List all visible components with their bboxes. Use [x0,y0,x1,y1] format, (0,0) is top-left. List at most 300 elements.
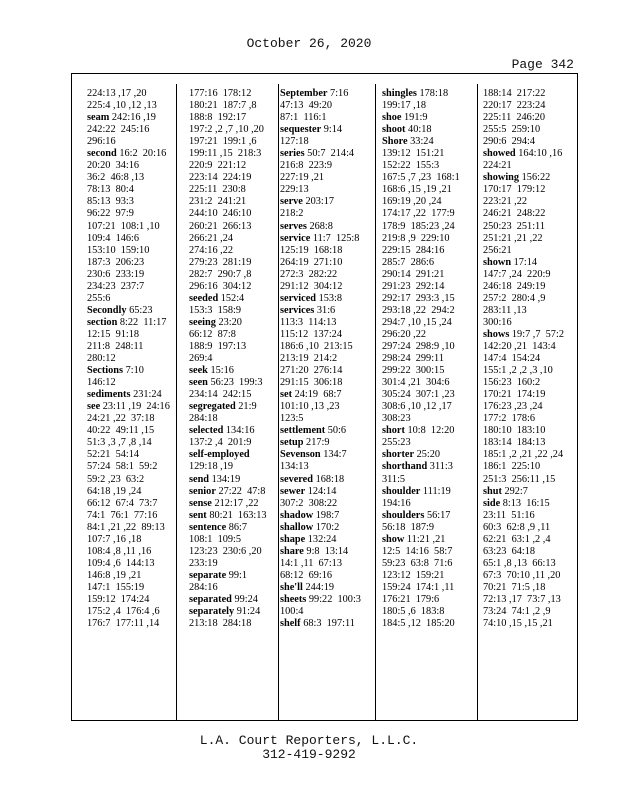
index-entry [382,88,475,100]
index-continuation-line [382,281,475,293]
page-references: 290:6 294:4 [483,136,536,148]
page-references: 146:8 ,19 ,21 [87,569,142,581]
index-continuation-line [280,269,371,281]
index-continuation-line [87,341,173,353]
index-continuation-line [483,413,577,425]
page-references: 283:11 ,13 [483,304,527,316]
index-continuation-line [382,522,475,534]
index-continuation-line [87,233,173,245]
page-references: 191:9 [404,112,428,124]
page-references: 271:20 276:14 [280,365,343,377]
index-continuation-line [382,582,475,594]
index-continuation-line [189,281,277,293]
index-entry [483,257,577,269]
index-entry [280,437,371,449]
index-term: shoulders [382,509,425,521]
page-references: 132:24 [307,533,337,545]
index-term: seen [189,377,208,389]
index-continuation-line [87,136,173,148]
index-continuation-line [87,184,173,196]
index-continuation-line [483,618,577,630]
index-continuation-line [382,594,475,606]
index-term: sequester [280,124,322,136]
page-references: 169:19 ,20 ,24 [382,196,442,208]
page-references: 251:3 256:11 ,15 [483,473,556,485]
index-continuation-line [189,88,277,100]
page-references: 96:22 97:9 [87,208,134,220]
column-divider [477,84,478,720]
page-references: 225:11 246:20 [483,112,545,124]
page-references: 223:14 224:19 [189,172,252,184]
page-references: 308:23 [382,413,411,425]
index-continuation-line [483,474,577,486]
page-references: 297:24 298:9 ,10 [382,340,455,352]
index-continuation-line [483,233,577,245]
page-references: 147:1 155:19 [87,581,145,593]
index-term: shelf [280,618,301,630]
page-references: 23:11 51:16 [483,509,535,521]
page-references: 139:12 151:21 [382,148,445,160]
page-references: 24:19 68:7 [294,389,342,401]
index-continuation-line [189,148,277,160]
index-continuation-line [189,257,277,269]
index-entry [483,329,577,341]
index-term: shoulder [382,485,421,497]
index-entry [87,401,173,413]
page-references: 9:8 13:14 [306,545,349,557]
page-references: 108:4 ,8 ,11 ,16 [87,545,152,557]
index-continuation-line [87,88,173,100]
index-continuation-line [189,329,277,341]
index-continuation-line [483,269,577,281]
page-references: 107:21 108:1 ,10 [87,220,160,232]
page-references: 159:24 174:1 ,11 [382,581,455,593]
index-term: setup [280,437,304,449]
index-term: share [280,545,304,557]
page-references: 59:2 ,23 63:2 [87,473,145,485]
index-entry [382,461,475,473]
index-continuation-line [280,365,371,377]
index-term: shorthand [382,461,428,473]
index-term: Sevenson [280,449,321,461]
index-entry [280,196,371,208]
index-continuation-line [483,582,577,594]
page-references: 242:16 ,19 [111,112,156,124]
page-references: 229:13 [280,184,309,196]
index-entry [189,425,277,437]
index-entry [280,88,371,100]
index-entry [280,594,371,606]
page-references: 176:23 ,23 ,24 [483,401,543,413]
index-continuation-line [382,389,475,401]
page-references: 268:8 [309,220,333,232]
index-term: showed [483,148,516,160]
page-references: 233:19 [189,557,218,569]
index-continuation-line [382,413,475,425]
page-references: 56:18 187:9 [382,521,435,533]
index-entry [87,365,173,377]
page-references: 134:13 [280,461,309,473]
index-term: see [87,401,101,413]
index-term: serve [280,196,303,208]
page-references: 123:5 [280,413,304,425]
page-references: 129:18 ,19 [189,461,234,473]
index-term: selected [189,425,224,437]
page-references: 170:17 179:12 [483,184,546,196]
index-column-1 [87,88,173,720]
index-continuation-line [382,172,475,184]
index-continuation-line [382,245,475,257]
page-references: 50:7 214:4 [307,148,355,160]
index-continuation-line [189,100,277,112]
page-references: 8:13 16:15 [502,497,550,509]
index-continuation-line [87,522,173,534]
index-continuation-line [280,353,371,365]
index-continuation-line [382,293,475,305]
index-continuation-line [189,208,277,220]
page-references: 109:4 ,6 144:13 [87,557,155,569]
page-references: 224:21 [483,160,512,172]
page-references: 311:5 [382,473,406,485]
page-references: 300:16 [483,316,512,328]
page-references: 101:10 ,13 ,23 [280,401,340,413]
index-continuation-line [189,437,277,449]
index-term: seek [189,365,208,377]
page-references: 7:16 [330,88,349,99]
header-date: October 26, 2020 [246,36,372,51]
index-continuation-line [483,353,577,365]
index-continuation-line [87,570,173,582]
page-references: 109:4 146:6 [87,232,140,244]
page-references: 115:12 137:24 [280,328,342,340]
page-references: 291:23 292:14 [382,280,445,292]
page-references: 186:1 225:10 [483,461,541,473]
page-references: 307:2 308:22 [280,497,338,509]
index-continuation-line [483,401,577,413]
index-continuation-line [189,112,277,124]
page-references: 74:10 ,15 ,15 ,21 [483,618,553,630]
index-entry [87,148,173,160]
index-term: sewer [280,485,306,497]
index-term: senior [189,485,216,497]
index-continuation-line [87,329,173,341]
column-divider [278,84,279,720]
page-references: 227:19 ,21 [280,172,325,184]
index-continuation-line [280,257,371,269]
page-references: 250:23 251:11 [483,220,545,232]
index-continuation-line [382,341,475,353]
index-continuation-line [280,208,371,220]
page-references: 234:23 237:7 [87,280,145,292]
page-references: 50:6 [327,425,347,437]
page-references: 14:1 ,11 67:13 [280,557,342,569]
page-references: 142:20 ,21 143:4 [483,340,556,352]
index-term: showing [483,172,520,184]
index-continuation-line [382,196,475,208]
page-references: 159:12 174:24 [87,593,150,605]
index-continuation-line [483,184,577,196]
page-references: 212:17 ,22 [214,497,259,509]
page-references: 213:18 284:18 [189,618,252,630]
index-continuation-line [483,437,577,449]
index-continuation-line [87,582,173,594]
page-references: 175:2 ,4 176:4 ,6 [87,606,160,618]
page-references: 217:9 [306,437,330,449]
page-references: 188:9 197:13 [189,340,247,352]
index-term: she'll [280,581,303,593]
index-entry [280,389,371,401]
index-continuation-line [87,413,173,425]
index-continuation-line [483,449,577,461]
page-references: 216:8 223:9 [280,160,333,172]
index-entry [280,618,371,630]
index-entry [280,510,371,522]
page-references: 231:2 241:21 [189,196,247,208]
index-continuation-line [382,257,475,269]
page-references: 59:23 63:8 71:6 [382,557,453,569]
index-continuation-line [189,582,277,594]
page-references: 78:13 80:4 [87,184,134,196]
page-references: 220:9 221:12 [189,160,247,172]
page-references: 168:18 [315,473,345,485]
page-references: 177:16 178:12 [189,88,252,99]
page-references: 242:22 245:16 [87,124,150,136]
index-continuation-line [483,196,577,208]
index-continuation-line [87,534,173,546]
index-continuation-line [280,172,371,184]
index-entry [87,317,173,329]
column-divider [375,84,376,720]
page-references: 25:20 [416,449,441,461]
page-references: 293:18 ,22 294:2 [382,304,455,316]
page-references: 180:10 183:10 [483,425,546,437]
index-continuation-line [189,618,277,630]
index-continuation-line [280,160,371,172]
page-references: 164:10 ,16 [518,148,563,160]
index-continuation-line [189,124,277,136]
index-term: section [87,316,118,328]
index-continuation-line [87,172,173,184]
page-references: 266:21 ,24 [189,232,234,244]
index-term: service [280,232,311,244]
index-continuation-line [280,461,371,473]
index-continuation-line [87,474,173,486]
index-continuation-line [189,341,277,353]
index-term: serves [280,220,307,232]
index-term: Secondly [87,304,127,316]
column-divider [176,84,177,720]
page-references: 153:3 158:9 [189,304,242,316]
index-entry [280,233,371,245]
index-entry [189,570,277,582]
index-term: shoot [382,124,406,136]
index-entry [280,124,371,136]
page-references: 156:23 160:2 [483,377,541,389]
index-continuation-line [483,425,577,437]
index-continuation-line [280,100,371,112]
page-references: 269:4 [189,353,213,365]
index-continuation-line [382,618,475,630]
page-references: 274:16 ,22 [189,244,234,256]
page-references: 183:14 184:13 [483,437,546,449]
page-references: 296:16 304:12 [189,280,252,292]
page-references: 224:13 ,17 ,20 [87,88,147,99]
index-continuation-line [483,461,577,473]
index-continuation-line [382,437,475,449]
index-continuation-line [280,184,371,196]
index-continuation-line [87,594,173,606]
page-references: 246:18 249:19 [483,280,546,292]
page-references: 62:21 63:1 ,2 ,4 [483,533,551,545]
page-references: 231:24 [133,389,162,401]
index-entry [280,546,371,558]
index-continuation-line [280,377,371,389]
page-references: 68:12 69:16 [280,569,333,581]
index-continuation-line [483,341,577,353]
page-references: 23:20 [218,316,242,328]
page-references: 284:18 [189,413,218,425]
page-references: 180:5 ,6 183:8 [382,606,445,618]
page-references: 51:3 ,3 ,7 ,8 ,14 [87,437,152,449]
page-references: 152:22 155:3 [382,160,440,172]
index-entry [280,582,371,594]
page-references: 272:3 282:22 [280,268,338,280]
page-references: 290:14 291:21 [382,268,445,280]
index-continuation-line [189,389,277,401]
page-references: 184:5 ,12 185:20 [382,618,455,630]
page-references: 27:22 47:8 [218,485,266,497]
page-references: 225:4 ,10 ,12 ,13 [87,100,157,112]
index-continuation-line [189,558,277,570]
page-references: 197:2 ,2 ,7 ,10 ,20 [189,124,264,136]
index-continuation-line [382,377,475,389]
page-references: 123:23 230:6 ,20 [189,545,262,557]
index-continuation-line [189,305,277,317]
index-continuation-line [483,208,577,220]
page-references: 99:1 [228,569,248,581]
page-references: 213:19 214:2 [280,353,338,365]
index-continuation-line [189,196,277,208]
index-entry [280,293,371,305]
index-term: shown [483,256,512,268]
index-continuation-line [382,269,475,281]
index-entry [382,136,475,148]
index-term: side [483,497,501,509]
index-term: shut [483,485,502,497]
index-entry [189,317,277,329]
index-entry [189,498,277,510]
index-continuation-line [280,498,371,510]
index-term: seeded [189,292,219,304]
index-continuation-line [87,208,173,220]
page-references: 244:19 [305,581,335,593]
index-term: shoe [382,112,402,124]
page-references: 186:6 ,10 213:15 [280,340,353,352]
page-references: 296:20 ,22 [382,328,427,340]
page-references: 168:6 ,15 ,19 ,21 [382,184,452,196]
index-entry [189,474,277,486]
index-entry [189,401,277,413]
index-continuation-line [483,88,577,100]
page-references: 292:7 [504,485,528,497]
index-entry [87,389,173,401]
index-continuation-line [87,461,173,473]
page-references: 185:1 ,2 ,21 ,22 ,24 [483,449,564,461]
index-term: segregated [189,401,236,413]
page-references: 199:17 ,18 [382,100,427,112]
page-references: 294:7 ,10 ,15 ,24 [382,316,452,328]
page-references: 134:16 [225,425,255,437]
index-continuation-line [280,558,371,570]
index-term: set [280,389,293,401]
index-entry [483,486,577,498]
page-references: 19:7 ,7 57:2 [511,328,564,340]
page-references: 10:8 12:20 [407,425,455,437]
page-references: 197:21 199:1 ,6 [189,136,257,148]
page-references: 292:17 293:3 ,15 [382,292,455,304]
page-references: 256:21 [483,244,512,256]
page-references: 156:22 [521,172,551,184]
page-references: 63:23 64:18 [483,545,536,557]
page-references: 291:15 306:18 [280,377,343,389]
index-continuation-line [483,293,577,305]
index-continuation-line [87,425,173,437]
index-continuation-line [87,293,173,305]
page-references: 124:14 [307,485,337,497]
page-references: 36:2 46:8 ,13 [87,172,145,184]
page-references: 251:21 ,21 ,22 [483,232,543,244]
index-continuation-line [382,221,475,233]
page-references: 282:7 290:7 ,8 [189,268,252,280]
index-continuation-line [189,221,277,233]
page-references: 284:16 [189,581,218,593]
index-continuation-line [483,510,577,522]
index-continuation-line [382,570,475,582]
index-continuation-line [87,546,173,558]
index-term: send [189,473,210,485]
page-references: 174:17 ,22 177:9 [382,208,455,220]
index-term: separated [189,593,232,605]
index-continuation-line [87,100,173,112]
page-references: 198:7 [315,509,340,521]
page-references: 65:1 ,8 ,13 66:13 [483,557,556,569]
index-continuation-line [382,558,475,570]
page-references: 73:24 74:1 ,2 ,9 [483,606,551,618]
index-entry [280,449,371,461]
index-continuation-line [483,305,577,317]
index-term: shape [280,533,306,545]
page-references: 20:20 34:16 [87,160,140,172]
index-continuation-line [189,461,277,473]
page-references: 21:9 [238,401,257,413]
page-references: 170:21 174:19 [483,389,546,401]
index-continuation-line [382,317,475,329]
page-references: 255:23 [382,437,411,449]
index-entry [189,365,277,377]
page-references: 167:5 ,7 ,23 168:1 [382,172,460,184]
index-continuation-line [189,184,277,196]
page-references: 225:11 230:8 [189,184,246,196]
index-entry [280,305,371,317]
page-references: 223:21 ,22 [483,196,528,208]
page-references: 146:12 [87,377,116,389]
index-continuation-line [483,281,577,293]
page-references: 264:19 271:10 [280,256,343,268]
index-entry [483,498,577,510]
index-term: services [280,304,315,316]
page-references: 147:7 ,24 220:9 [483,268,551,280]
index-continuation-line [483,522,577,534]
